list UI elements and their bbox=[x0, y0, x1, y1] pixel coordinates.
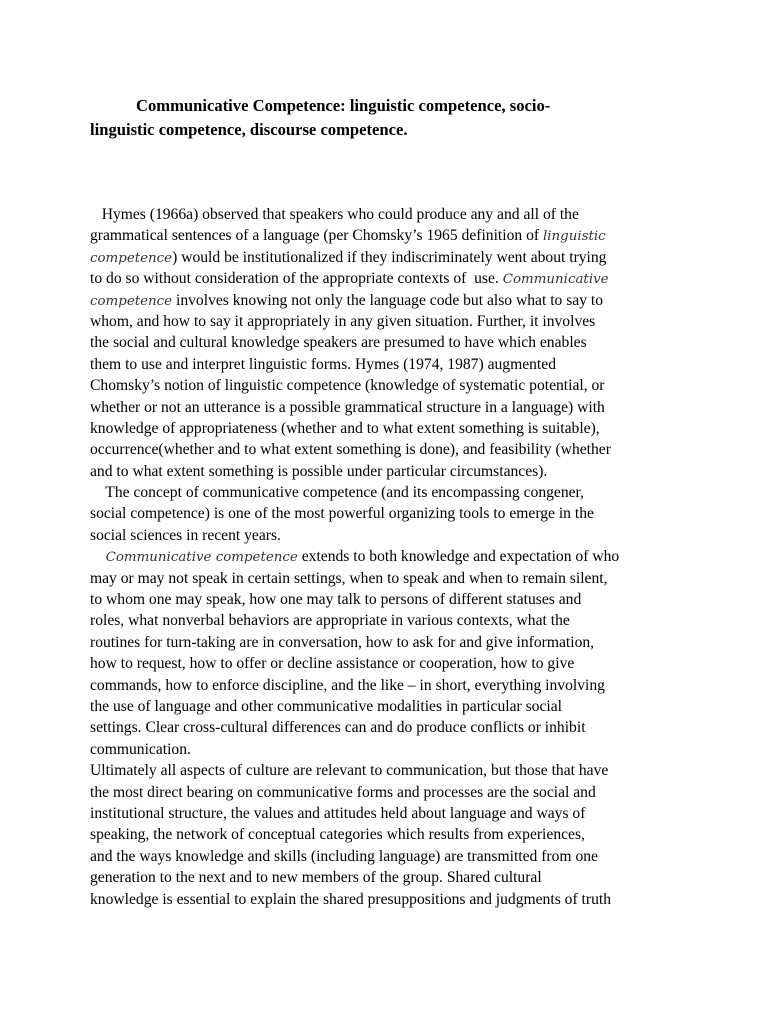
text-run: roles, what nonverbal behaviors are appropriate in various contexts, what the bbox=[90, 612, 570, 630]
text-line bbox=[90, 268, 690, 289]
text-line bbox=[90, 311, 690, 332]
text-line bbox=[90, 354, 690, 375]
text-line bbox=[90, 782, 690, 803]
text-line bbox=[90, 653, 690, 674]
text-run: Hymes (1966a) observed that speakers who could produce any and all of the bbox=[90, 206, 579, 223]
text-line bbox=[90, 503, 690, 524]
text-run: generation to the next and to new members of the group. Shared cultural bbox=[90, 869, 542, 887]
text-line bbox=[90, 397, 690, 418]
text-run: knowledge of appropriateness (whether and to what extent something is suitable), bbox=[90, 419, 600, 437]
text-line bbox=[90, 675, 690, 696]
text-line bbox=[90, 632, 690, 653]
title-line: Communicative Competence: linguistic competence, socio- bbox=[136, 96, 551, 115]
text-run: communication. bbox=[90, 740, 191, 758]
text-run: them to use and interpret linguistic forms. Hymes (1974, 1987) augmented bbox=[90, 355, 556, 373]
text-line bbox=[90, 290, 690, 311]
text-run: whom, and how to say it appropriately in any given situation. Further, it involves bbox=[90, 312, 596, 330]
italic-term: Communicative bbox=[502, 272, 609, 288]
text-run: the most direct bearing on communicative forms and processes are the social and bbox=[90, 783, 596, 801]
text-run: settings. Clear cross-cultural differences can and do produce conflicts or inhibit bbox=[90, 719, 586, 737]
text-run: and the ways knowledge and skills (including language) are transmitted from one bbox=[90, 847, 598, 865]
text-line bbox=[90, 803, 690, 824]
document-title bbox=[90, 94, 690, 142]
text-run: speaking, the network of conceptual categories which results from experiences, bbox=[90, 826, 585, 844]
italic-term: competence bbox=[90, 293, 173, 309]
text-line bbox=[90, 546, 690, 567]
text-line bbox=[90, 482, 690, 503]
text-run: commands, how to enforce discipline, and the like – in short, everything involving bbox=[90, 676, 605, 694]
text-run bbox=[90, 548, 106, 565]
text-line bbox=[90, 760, 690, 781]
text-line bbox=[90, 568, 690, 589]
text-run: to do so without consideration of the appropriate contexts of use. bbox=[90, 270, 503, 288]
italic-term: competence bbox=[90, 250, 173, 266]
text-line bbox=[90, 610, 690, 631]
text-run: The concept of communicative competence (and its encompassing congener, bbox=[90, 484, 585, 502]
text-run: may or may not speak in certain settings, when to speak and when to remain silent, bbox=[90, 569, 608, 587]
text-run: social sciences in recent years. bbox=[90, 526, 281, 544]
text-run: to whom one may speak, how one may talk to persons of different statuses and bbox=[90, 591, 582, 609]
text-run: knowledge is essential to explain the shared presuppositions and judgments of truth bbox=[90, 890, 611, 908]
text-line bbox=[90, 589, 690, 610]
text-line bbox=[90, 375, 690, 396]
document-body bbox=[90, 204, 690, 910]
text-line bbox=[90, 846, 690, 867]
text-line bbox=[90, 332, 690, 353]
title-line: linguistic competence, discourse competence. bbox=[90, 120, 408, 139]
text-run: and to what extent something is possible under particular circumstances). bbox=[90, 462, 548, 480]
text-run: how to request, how to offer or decline assistance or cooperation, how to give bbox=[90, 655, 575, 673]
text-run: Chomsky’s notion of linguistic competence (knowledge of systematic potential, or bbox=[90, 377, 605, 395]
text-run: social competence) is one of the most powerful organizing tools to emerge in the bbox=[90, 505, 594, 523]
text-run: institutional structure, the values and attitudes held about language and ways of bbox=[90, 804, 586, 822]
text-line bbox=[90, 225, 690, 246]
text-line bbox=[90, 461, 690, 482]
italic-term: Communicative competence bbox=[105, 550, 298, 566]
text-run: occurrence(whether and to what extent something is done), and feasibility (whether bbox=[90, 441, 611, 459]
text-line bbox=[90, 525, 690, 546]
text-line bbox=[90, 824, 690, 845]
text-line bbox=[90, 739, 690, 760]
text-run: the use of language and other communicative modalities in particular social bbox=[90, 697, 562, 715]
text-line bbox=[90, 889, 690, 910]
text-run: whether or not an utterance is a possible grammatical structure in a language) with bbox=[90, 398, 605, 416]
text-line bbox=[90, 717, 690, 738]
text-line bbox=[90, 867, 690, 888]
text-line bbox=[90, 418, 690, 439]
italic-term: linguistic bbox=[542, 229, 606, 245]
text-line bbox=[90, 439, 690, 460]
text-run: ) would be institutionalized if they indiscriminately went about trying bbox=[172, 248, 607, 266]
text-line bbox=[90, 696, 690, 717]
text-run: Ultimately all aspects of culture are relevant to communication, but those that have bbox=[90, 762, 609, 780]
text-run: routines for turn-taking are in conversation, how to ask for and give information, bbox=[90, 633, 595, 651]
text-line bbox=[90, 204, 690, 225]
text-run: involves knowing not only the language code but also what to say to bbox=[172, 291, 604, 309]
text-run: the social and cultural knowledge speakers are presumed to have which enables bbox=[90, 334, 587, 352]
text-line bbox=[90, 247, 690, 268]
text-run: grammatical sentences of a language (per Chomsky’s 1965 definition of bbox=[90, 227, 543, 245]
text-run: extends to both knowledge and expectation of who bbox=[297, 548, 620, 566]
